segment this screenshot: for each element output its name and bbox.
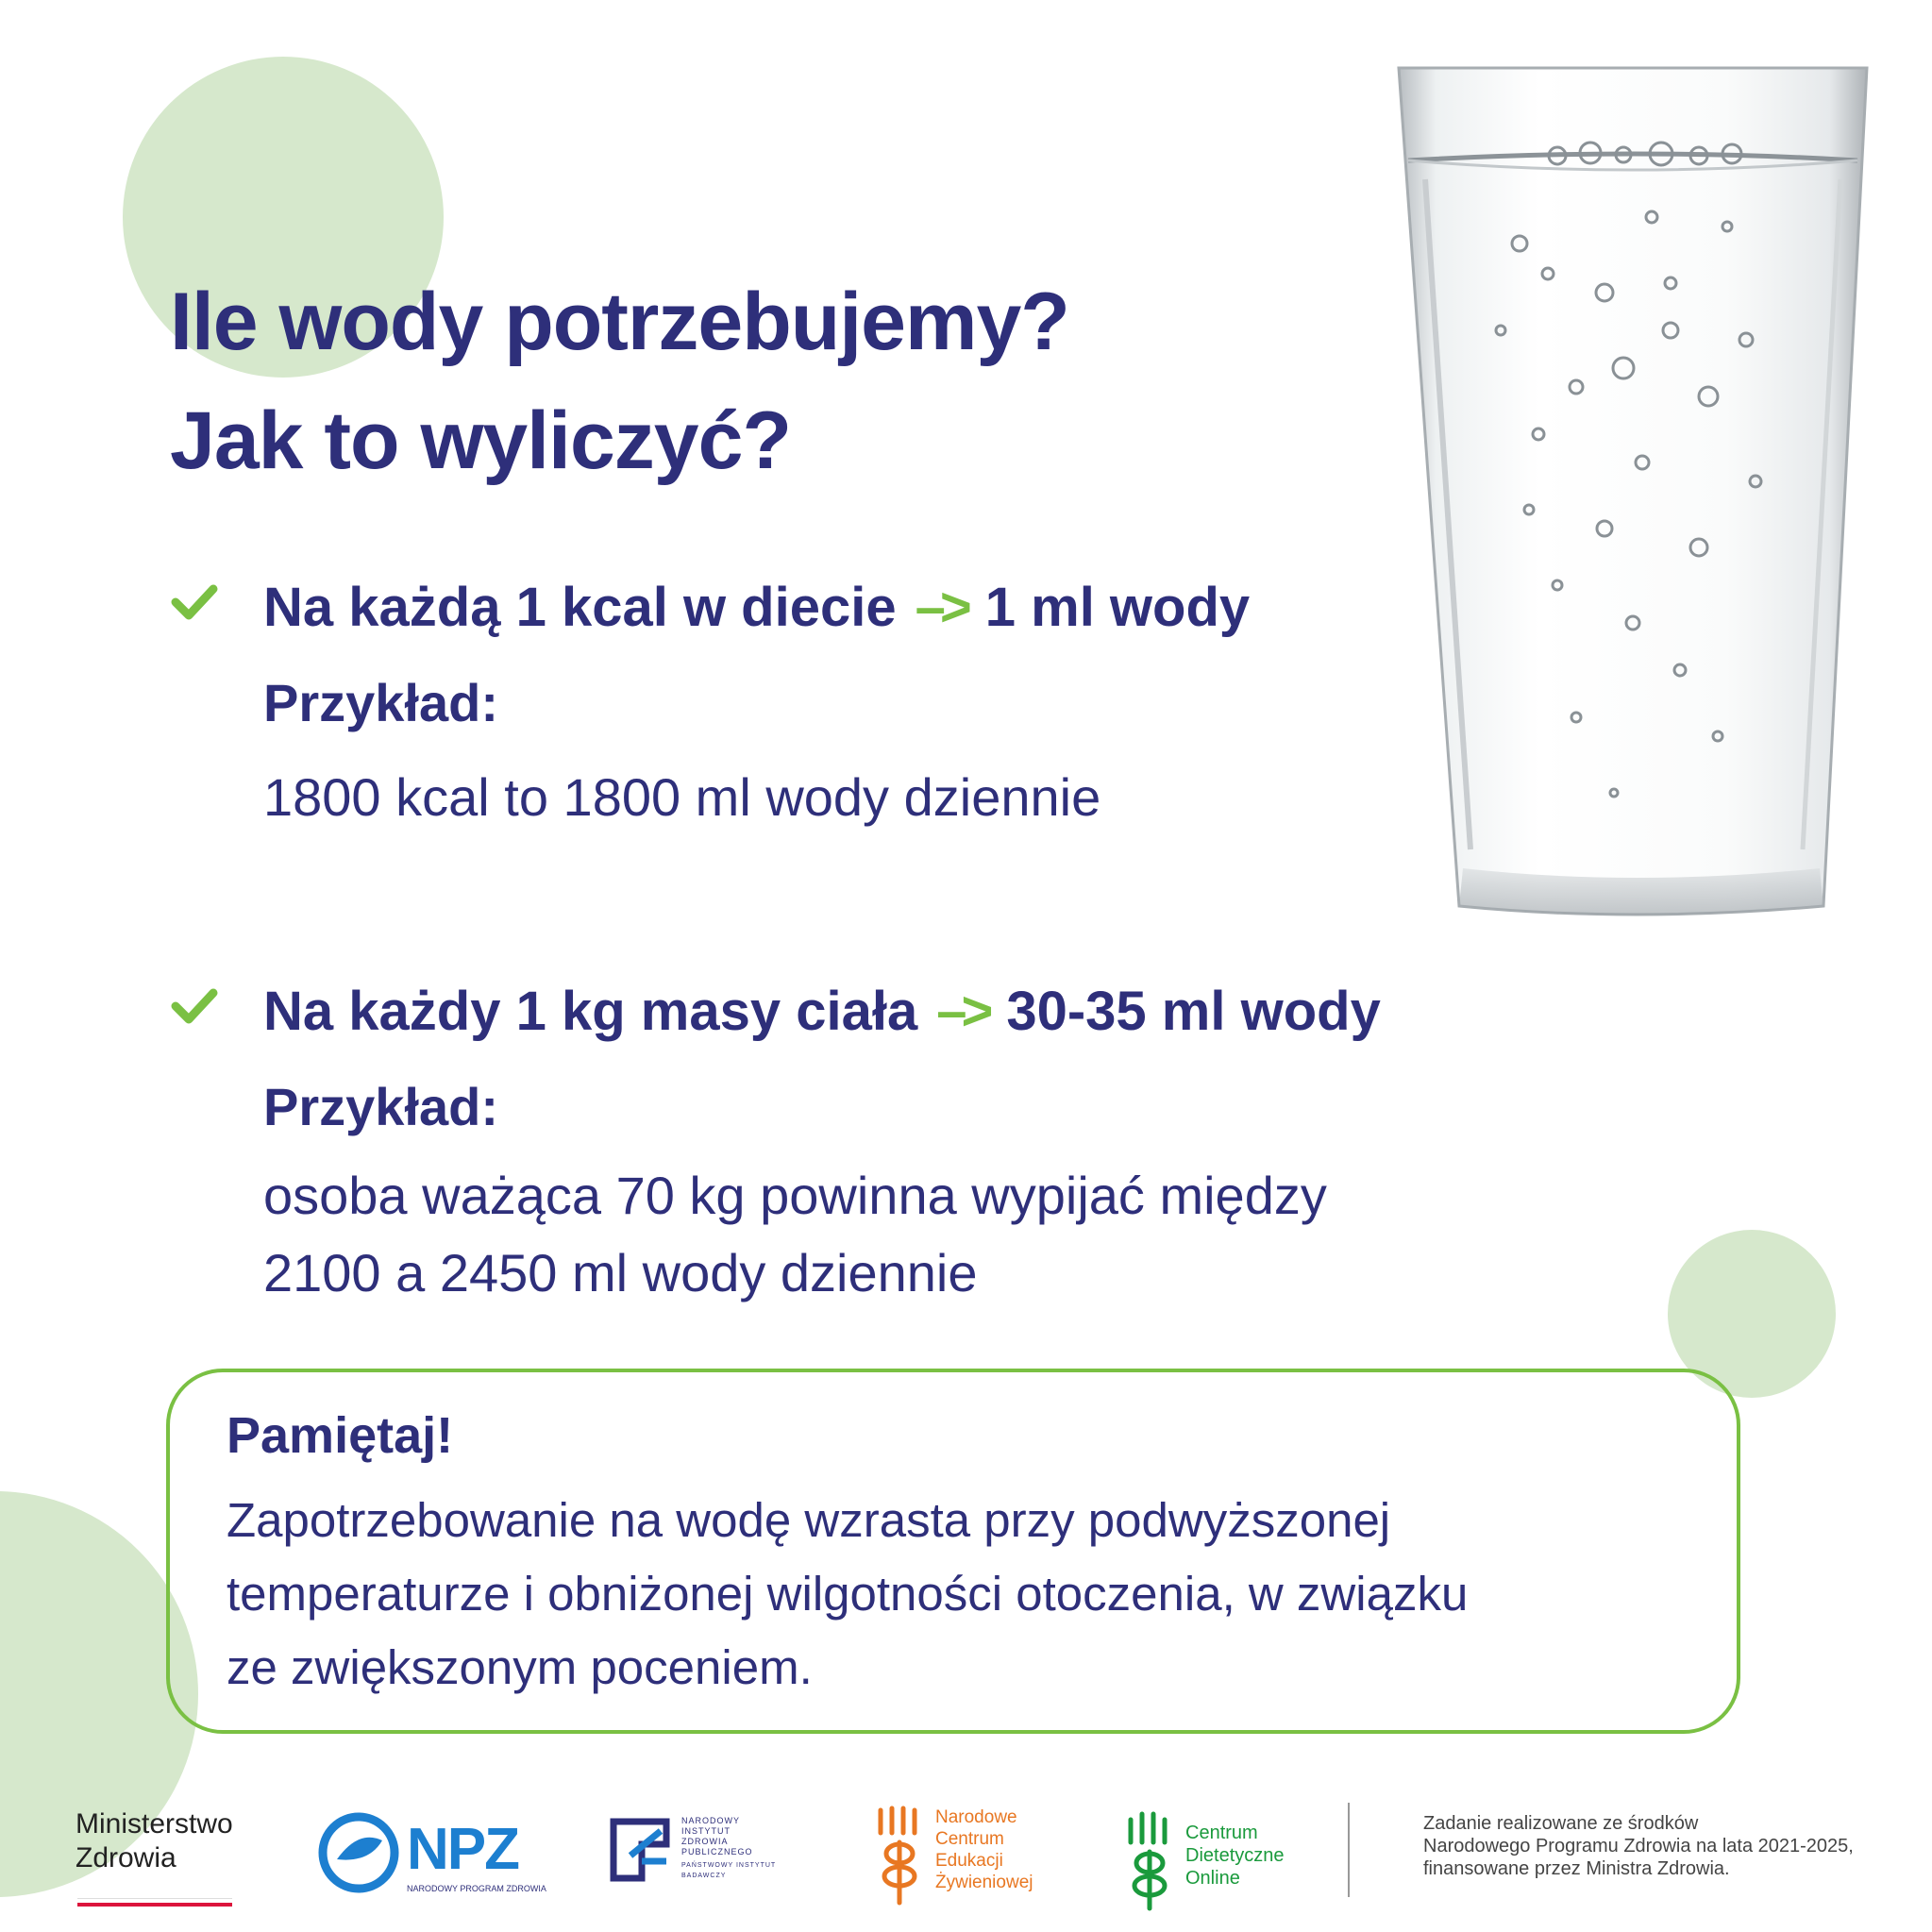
nizp-emblem-icon bbox=[604, 1812, 676, 1888]
cdo-line: Dietetyczne bbox=[1185, 1845, 1285, 1866]
rule-right: 1 ml wody bbox=[984, 577, 1251, 638]
title-line-2: Jak to wyliczyć? bbox=[170, 395, 791, 486]
nizp-name bbox=[681, 1816, 776, 1881]
npz-logo bbox=[316, 1810, 546, 1901]
cdo-logo bbox=[1123, 1810, 1302, 1914]
wheat-icon bbox=[873, 1805, 926, 1907]
footer-logos bbox=[0, 1774, 1932, 1932]
funding-line: Zadanie realizowane ze środków bbox=[1423, 1813, 1699, 1834]
ministry-line: Ministerstwo bbox=[76, 1808, 233, 1840]
example-text bbox=[263, 759, 1100, 836]
cdo-name bbox=[1185, 1822, 1285, 1890]
rule-heading bbox=[263, 576, 1250, 639]
example-label: Przykład: bbox=[263, 1077, 498, 1136]
page-title bbox=[170, 262, 1069, 500]
polish-flag-stripe bbox=[77, 1898, 232, 1906]
cdo-line: Online bbox=[1185, 1868, 1240, 1889]
rule-heading bbox=[263, 980, 1381, 1043]
npz-subtitle: NARODOWY PROGRAM ZDROWIA bbox=[407, 1884, 546, 1893]
example-text bbox=[263, 1157, 1327, 1312]
arrow-icon: –> bbox=[936, 981, 988, 1042]
rule-right: 30-35 ml wody bbox=[1006, 981, 1381, 1042]
nizp-subline: BADAWCZY bbox=[681, 1873, 727, 1879]
wheat-icon bbox=[1123, 1810, 1176, 1912]
ncez-line: Edukacji bbox=[935, 1851, 1003, 1871]
example-label: Przykład: bbox=[263, 673, 498, 732]
water-glass-image bbox=[1387, 57, 1878, 963]
nizp-subline: PAŃSTWOWY INSTYTUT bbox=[681, 1862, 777, 1869]
cdo-line: Centrum bbox=[1185, 1823, 1258, 1843]
check-icon bbox=[170, 578, 219, 627]
npz-name: NPZ bbox=[407, 1817, 518, 1882]
ncez-logo bbox=[873, 1805, 1052, 1908]
ministry-line: Zdrowia bbox=[76, 1842, 176, 1873]
nizp-logo bbox=[604, 1812, 777, 1907]
nizp-line: PUBLICZNEGO bbox=[681, 1847, 753, 1856]
ncez-line: Centrum bbox=[935, 1829, 1004, 1849]
reminder-box bbox=[166, 1369, 1740, 1734]
rule-left: Na każdą 1 kcal w diecie bbox=[263, 577, 897, 638]
reminder-line: Zapotrzebowanie na wodę wzrasta przy podwyższonej bbox=[227, 1493, 1391, 1547]
reminder-line: temperaturze i obniżonej wilgotności otoczenia, w związku bbox=[227, 1567, 1469, 1621]
example-line: 2100 a 2450 ml wody dziennie bbox=[263, 1243, 978, 1302]
example-line: osoba ważąca 70 kg powinna wypijać między bbox=[263, 1166, 1327, 1225]
rule-left: Na każdy 1 kg masy ciała bbox=[263, 981, 918, 1042]
ncez-line: Narodowe bbox=[935, 1807, 1017, 1827]
reminder-title: Pamiętaj! bbox=[227, 1407, 454, 1464]
funding-note bbox=[1423, 1812, 1854, 1880]
ministry-of-health-logo bbox=[76, 1807, 233, 1875]
ncez-name bbox=[935, 1806, 1033, 1893]
nizp-line: ZDROWIA bbox=[681, 1837, 729, 1846]
arrow-icon: –> bbox=[915, 577, 966, 638]
ncez-line: Żywieniowej bbox=[935, 1873, 1033, 1892]
funding-line: Narodowego Programu Zdrowia na lata 2021-2025, bbox=[1423, 1836, 1854, 1856]
example-line: 1800 kcal to 1800 ml wody dziennie bbox=[263, 767, 1101, 827]
nizp-line: INSTYTUT bbox=[681, 1826, 731, 1836]
reminder-text bbox=[227, 1484, 1699, 1705]
funding-line: finansowane przez Ministra Zdrowia. bbox=[1423, 1858, 1730, 1879]
reminder-line: ze zwiększonym poceniem. bbox=[227, 1640, 813, 1694]
title-line-1: Ile wody potrzebujemy? bbox=[170, 277, 1069, 367]
nizp-line: NARODOWY bbox=[681, 1816, 740, 1825]
npz-emblem-icon bbox=[316, 1810, 401, 1895]
check-icon bbox=[170, 982, 219, 1031]
footer-divider bbox=[1348, 1803, 1350, 1897]
